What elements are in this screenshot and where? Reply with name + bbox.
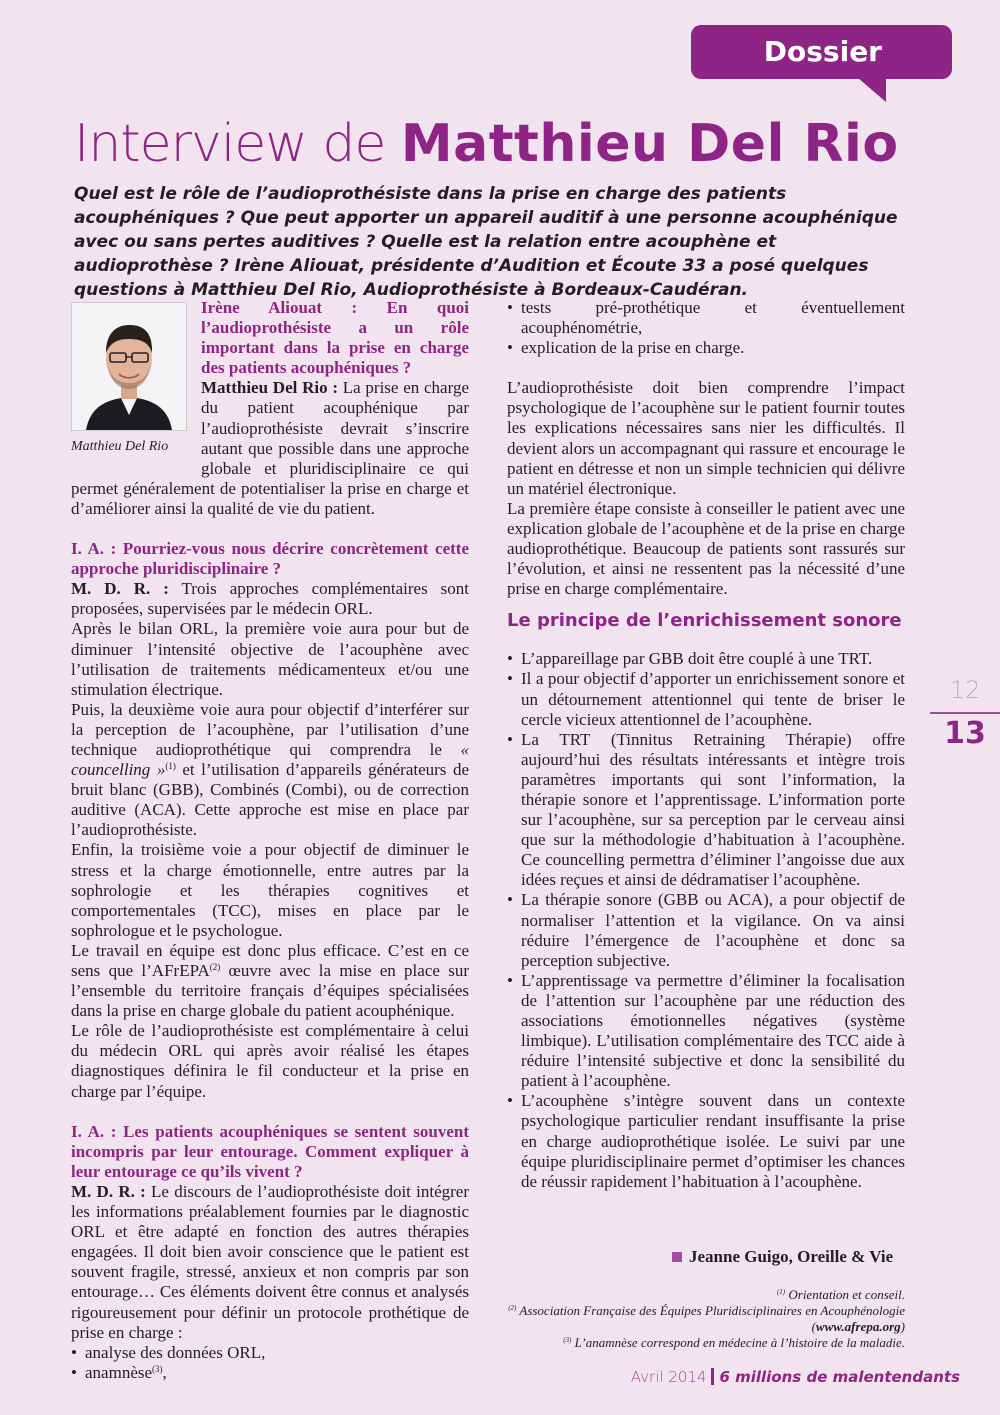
list-item: • explication de la prise en charge. — [507, 338, 905, 358]
paragraph: Après le bilan ORL, la première voie aura pour but de diminuer l’intensité objective de l’acouphène avec l’utilisation de traitements médicamenteux et/ou une stimulation électrique. — [71, 619, 469, 699]
section-tab-label: Dossier — [763, 35, 882, 68]
portrait-figure — [71, 302, 187, 460]
section-heading: Le principe de l’enrichissement sonore — [507, 610, 902, 632]
signature-text: Jeanne Guigo, Oreille & Vie — [689, 1247, 894, 1266]
portrait-caption: Matthieu Del Rio — [71, 439, 169, 454]
paragraph — [71, 941, 469, 1021]
list-item: • analyse des données ORL, — [71, 1343, 469, 1363]
paragraph-text: Le travail en équipe est donc plus efficace. C’est en ce sens que l’AFrEPA — [71, 940, 469, 980]
list-item-text: , — [162, 1362, 167, 1382]
enrichment-list — [507, 649, 905, 1192]
portrait-illustration — [72, 303, 186, 430]
previous-page-number: 12 — [949, 676, 981, 704]
footnote-1 — [500, 1287, 905, 1303]
answer-3-text: Le discours de l’audioprothésiste doit intégrer les informations préalablement fournies par le diagnostic ORL et être adapté en fonction des autres thérapies engagées. Il doit bien avoir conscience que le patient est souvent fragile, stressé, anxieux et non compris par son entourage… Ces éléments doivent être connus et analysés rigoureusement pour définir un protocole prothétique de prise en charge : — [71, 1181, 470, 1342]
right-column — [507, 298, 905, 1192]
paragraph — [71, 700, 469, 841]
article-title — [74, 108, 974, 180]
question-2: I. A. : Pourriez-vous nous décrire concrètement cette approche pluridisciplinaire ? — [71, 539, 469, 579]
title-light: Interview de — [74, 114, 401, 174]
section-tab-tail — [858, 78, 886, 102]
footnote-marker: (3) — [563, 1336, 572, 1344]
bullet-list — [71, 1343, 469, 1383]
list-item: • L’acouphène s’intègre souvent dans un contexte psychologique particulier rendant insuffisante la prise en charge audioprothétique isolée. Le suivi par une équipe pluridisciplinaire permet d’optimiser les chances de réussir rapidement l’habituation à l’acouphène. — [507, 1091, 905, 1191]
footnote-3 — [500, 1335, 905, 1351]
footnote-text: L’anamnèse correspond en médecine à l’histoire de la maladie. — [571, 1335, 905, 1350]
answer-3 — [71, 1182, 469, 1343]
list-item: • tests pré-prothétique et éventuellement acouphénométrie, — [507, 298, 905, 338]
portrait-photo — [71, 302, 187, 431]
footnote-2 — [500, 1303, 905, 1335]
list-item: • La thérapie sonore (GBB ou ACA), a pour objectif de normaliser l’attention et la vigilance. On va ainsi réduire l’émergence de l’acouphène et donc sa perception subjective. — [507, 890, 905, 970]
footnote-ref: (1) — [165, 761, 176, 772]
paragraph-text: Puis, la deuxième voie aura pour objectif d’interférer sur la perception de l’acouphène, par l’utilisation d’une technique audioprothétique qui comprendra le — [71, 699, 469, 759]
paragraph: Enfin, la troisième voie a pour objectif de diminuer le stress et la charge émotionnelle, entre autres par la sophrologie et les thérapies cognitives et comportementales (TCC), mises en place par le sophrologue et le psychologue. — [71, 840, 469, 940]
answer-2-speaker: M. D. R. : — [71, 579, 169, 599]
paragraph-text: œuvre avec la mise en place sur l’ensemble du territoire français d’équipes spécialisées dans la prise en charge globale du patient acouphénique. — [71, 961, 469, 1021]
list-item: • La TRT (Tinnitus Retraining Thérapie) offre aujourd’hui des résultats intéressants et intègre trois paramètres importants qui sont l’information, la thérapie sonore et l’apprentissage. L’information porte sur l’acouphène, sur sa perception par le cerveau ainsi que sur la méthodologie d’habituation à l’acouphène. Ce councelling permettra d’éliminer l’angoisse due aux idées reçues et ainsi de dédramatiser l’acouphène. — [507, 730, 905, 891]
paragraph: Le rôle de l’audioprothésiste est complémentaire à celui du médecin ORL qui après avoir réalisé les étapes diagnostiques définira le fil conducteur et la prise en charge par l’équipe. — [71, 1021, 469, 1101]
answer-1-speaker: Matthieu Del Rio : — [201, 378, 338, 398]
question-3: I. A. : Les patients acouphéniques se sentent souvent incompris par leur entourage. Comment expliquer à leur entourage ce qu’ils vivent ? — [71, 1121, 469, 1181]
footnote-marker: (2) — [508, 1304, 517, 1312]
footnotes — [500, 1287, 905, 1351]
section-tab — [691, 25, 952, 79]
paragraph-text: et l’utilisation d’appareils générateurs de bruit blanc (GBB), Combinés (Combi), ou de correction auditive (ACA). Cette approche est mise en place par l’audioprothésiste. — [71, 760, 469, 840]
page-footer — [631, 1368, 960, 1386]
footnote-ref: (2) — [209, 962, 221, 972]
footnote-text: Orientation et conseil. — [785, 1287, 905, 1302]
list-item: • Il a pour objectif d’apporter un enrichissement sonore et un détournement attentionnel qui tente de briser le cercle vicieux attentionnel de l’acouphène. — [507, 669, 905, 729]
footnote-link[interactable]: www.afrepa.org — [815, 1319, 901, 1334]
paragraph: L’audioprothésiste doit bien comprendre l’impact psychologique de l’acouphène sur le patient fournir toutes les explications nécessaires sans nier les difficultés. Il devient alors un accompagnant qui rassure et encourage le patient en détresse et non un simple technicien qui délivre un matériel électronique. — [507, 378, 905, 498]
paragraph-emphasis: « councelling » — [71, 739, 469, 780]
author-signature — [672, 1247, 893, 1267]
list-item — [71, 1363, 469, 1383]
footnote-text: ) — [900, 1319, 905, 1334]
signature-square-icon — [672, 1252, 682, 1262]
paragraph: La première étape consiste à conseiller le patient avec une explication globale de l’acouphène et de la prise en charge audioprothétique. Beaucoup de patients sont rassurés sur l’évolution, et ainsi ne ressentent pas la nécessité d’une prise en charge complémentaire. — [507, 498, 905, 599]
issue-date: Avril 2014 — [630, 1368, 707, 1386]
answer-1-text: La prise en charge du patient acouphénique par l’audioprothésiste devrait s’inscrire autant que possible dans une approche globale et pluridisciplinaire ce qui permet généralement de potentialiser la prise en charge et d’améliorer ainsi la qualité de vie du patient. — [71, 378, 469, 518]
question-1: Irène Aliouat : En quoi l’audioprothésiste a un rôle important dans la prise en charge des patients acouphéniques ? — [201, 298, 469, 378]
current-page-number: 13 — [944, 716, 986, 751]
answer-2 — [71, 579, 469, 619]
magazine-name: 6 millions de malentendants — [719, 1368, 960, 1386]
left-column — [71, 298, 469, 1383]
article-lead: Quel est le rôle de l’audioprothésiste dans la prise en charge des patients acouphéniques ? Que peut apporter un appareil auditif à une personne acouphénique avec ou sans pertes auditives ? Quelle est la relation entre acouphène et audioprothèse ? Irène Aliouat, présidente d’Audition et Écoute 33 a posé quelques questions à Matthieu Del Rio, Audioprothésiste à Bordeaux-Caudéran. — [74, 184, 898, 300]
list-item: • L’appareillage par GBB doit être couplé à une TRT. — [507, 649, 905, 669]
footer-divider — [711, 1368, 714, 1385]
page-number-divider — [930, 712, 1000, 714]
footnote-marker: (1) — [776, 1288, 786, 1296]
answer-2-text: Trois approches complémentaires sont proposées, supervisées par le médecin ORL. — [71, 579, 469, 619]
list-item-text: anamnèse — [85, 1362, 153, 1382]
answer-3-speaker: M. D. R. : — [71, 1181, 146, 1201]
footnote-ref: (3) — [152, 1363, 163, 1374]
bullet-list — [507, 298, 905, 358]
title-bold: Matthieu Del Rio — [400, 114, 899, 174]
footnote-text: Association Française des Équipes Pluridisciplinaires en Acouphénologie ( — [516, 1303, 905, 1334]
list-item: • L’apprentissage va permettre d’éliminer la focalisation de l’attention sur l’acouphène par une réduction des associations émotionnelles négatives (système limbique). L’utilisation complémentaire des TCC aide à réduire l’intensité subjective et donc la sensibilité du patient à l’acouphène. — [507, 971, 905, 1092]
